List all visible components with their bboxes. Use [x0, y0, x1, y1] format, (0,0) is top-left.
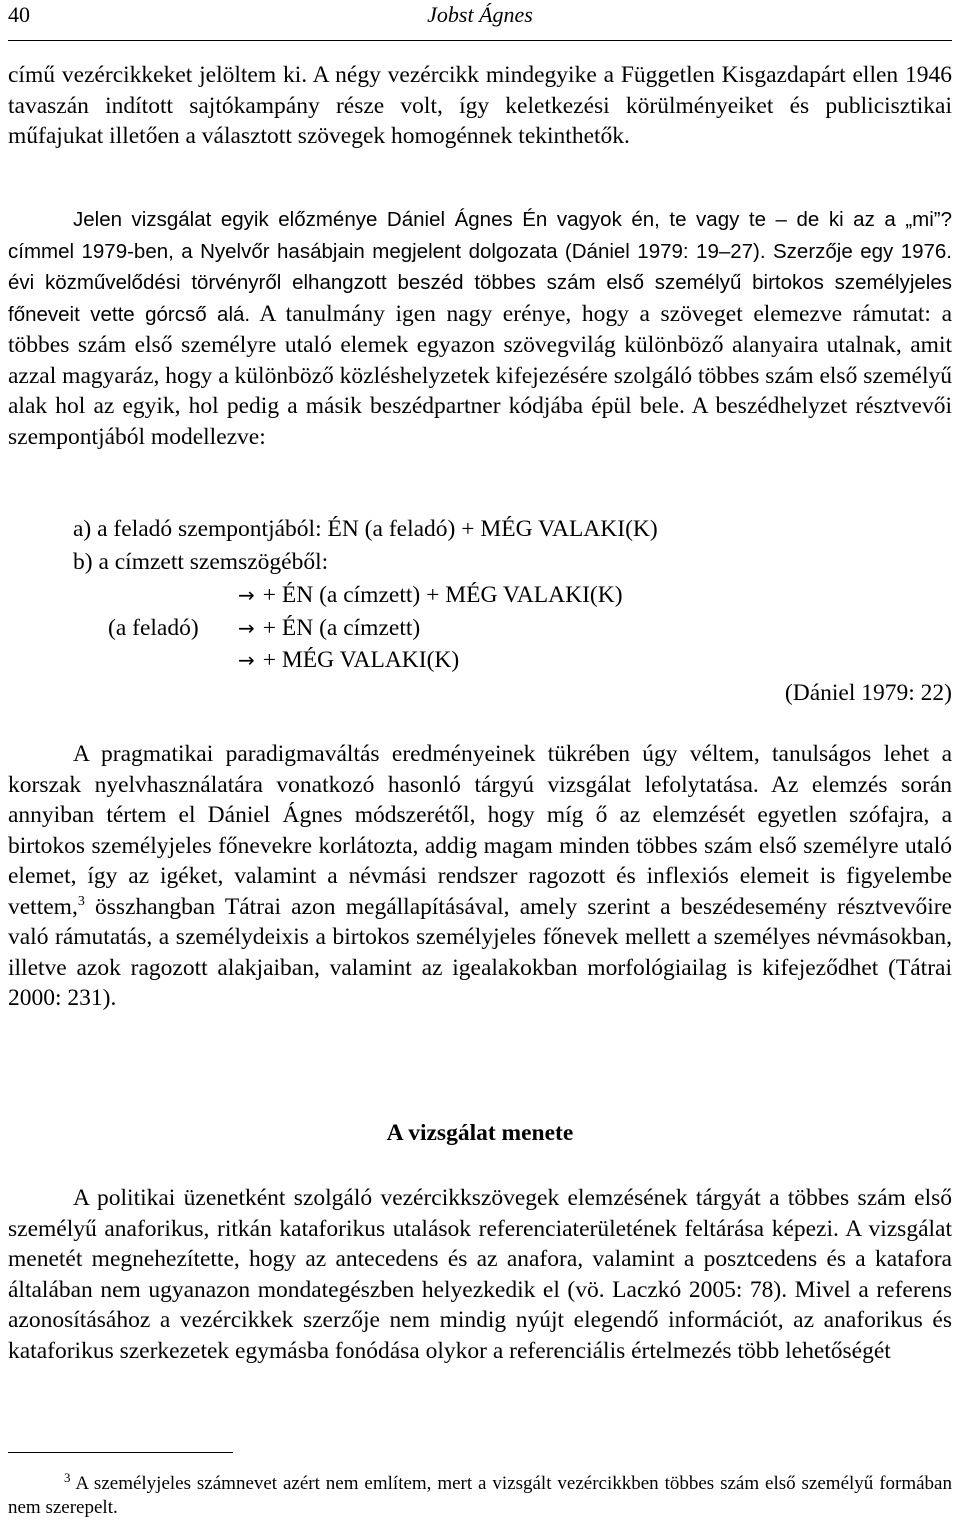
footnote-number: 3	[64, 1470, 71, 1485]
paragraph-4-block	[8, 1183, 952, 1366]
section-heading: A vizsgálat menete	[386, 1120, 574, 1146]
scheme-line-2-prefix: (a feladó)	[108, 615, 199, 641]
paragraph-3-part-1: A pragmatikai paradigmaváltás eredményeinek tükrében úgy véltem, tanulságos lehet a korszak nyelvhasználatára vonatkozó hasonló tárgyú vizsgálat lefolytatása. Az elemzés során annyiban tértem el Dániel Ágnes módszerétől, hogy míg ő az elemzését egyetlen szófajra, a birtokos személyjeles főnevekre korlátozta, addig magam minden többes szám első személyre utaló elemet, így az igéket, valamint a névmási rendszer ragozott és inflexiós elemeit is figyelembe vettem,	[8, 741, 952, 920]
footnote	[8, 1472, 952, 1520]
paragraph-2	[8, 204, 952, 452]
page-header	[8, 0, 952, 40]
scheme-line-a: a) a feladó szempontjából: ÉN (a feladó) + MÉG VALAKI(K)	[73, 516, 658, 542]
scheme-citation: (Dániel 1979: 22)	[784, 680, 952, 706]
footnote-rule	[8, 1452, 233, 1453]
arrow-icon: →	[238, 616, 255, 640]
scheme-line-1-text: + ÉN (a címzett) + MÉG VALAKI(K)	[262, 582, 623, 608]
paragraph-3-part-2: összhangban Tátrai azon megállapításával, amely szerint a beszédesemény résztvevőire való rámutatás, a személydeixis a birtokos személyjeles főnevek mellett a személyes névmásokban, illetve azok ragozott alakjaiban, valamint az igealakokban morfológiailag is kifejeződhet (Tátrai 2000: 231).	[8, 893, 952, 1011]
page-number: 40	[8, 2, 30, 27]
header-rule	[8, 40, 952, 41]
scheme-line-2	[238, 615, 420, 642]
footnote-text: A személyjeles számnevet azért nem említem, mert a vizsgált vezércikkben többes szám első személyű formában nem szerepelt.	[8, 1473, 952, 1518]
scheme-line-3	[238, 647, 459, 674]
scheme-line-b: b) a címzett szemszögéből:	[73, 549, 329, 575]
paragraph-2-serif-part: A tanulmány igen nagy erénye, hogy a szöveget elemezve rámutat: a többes szám első személyre utaló elemek egyazon szövegvilág különböző alanyaira utalnak, amit azzal magyaráz, hogy a különböző közléshelyzetek kifejezésére szolgáló többes szám első személyű alak hol az egyik, hol pedig a másik beszédpartner kódjába épül bele. A beszédhelyzet résztvevői szempontjából modellezve:	[8, 300, 952, 450]
paragraph-3	[8, 739, 952, 1014]
running-head: Jobst Ágnes	[427, 2, 533, 27]
footnote-reference: 3	[77, 893, 85, 909]
paragraph-2-block	[8, 204, 952, 452]
arrow-icon: →	[238, 648, 255, 672]
paragraph-1: című vezércikkeket jelöltem ki. A négy vezércikk mindegyike a Független Kisgazdapárt ellen 1946 tavaszán indított sajtókampány része volt, így keletkezési körülményeiket és publicisztikai műfajukat illetően a választott szövegek homogénnek tekinthetők.	[8, 62, 952, 149]
paragraph-2-sans-part: Jelen vizsgálat egyik előzménye Dániel Ágnes Én vagyok én, te vagy te – de ki az a „mi”? címmel 1979-ben, a Nyelvőr hasábjain megjelent dolgozata (Dániel 1979: 19–27). Szerzője egy 1976. évi közművelődési törvényről elhangzott beszéd többes szám első személyű birtokos személyjeles főneveit vette górcső alá.	[8, 208, 952, 326]
scheme-line-1	[238, 582, 623, 609]
paragraph-4: A politikai üzenetként szolgáló vezércikkszövegek elemzésének tárgyát a többes szám első személyű anaforikus, ritkán kataforikus utalások referenciaterületének feltárása képezi. A vizsgálat menetét megnehezítette, hogy az antecedens és az anafora, valamint a posztcedens és a katafora általában nem ugyanazon mondategészben helyezkedik el (vö. Laczkó 2005: 78). Mivel a referens azonosításához a vezércikkek szerzője nem mindig nyújt elegendő információt, az anaforikus és kataforikus szerkezetek egymásba fonódása olykor a referenciális értelmezés több lehetőségét	[8, 1185, 952, 1364]
paragraph-3-block	[8, 739, 952, 1014]
scheme-line-3-text: + MÉG VALAKI(K)	[262, 647, 460, 673]
scheme-line-2-text: + ÉN (a címzett)	[262, 615, 421, 641]
paragraph-1-block	[8, 60, 952, 152]
arrow-icon: →	[238, 583, 255, 607]
